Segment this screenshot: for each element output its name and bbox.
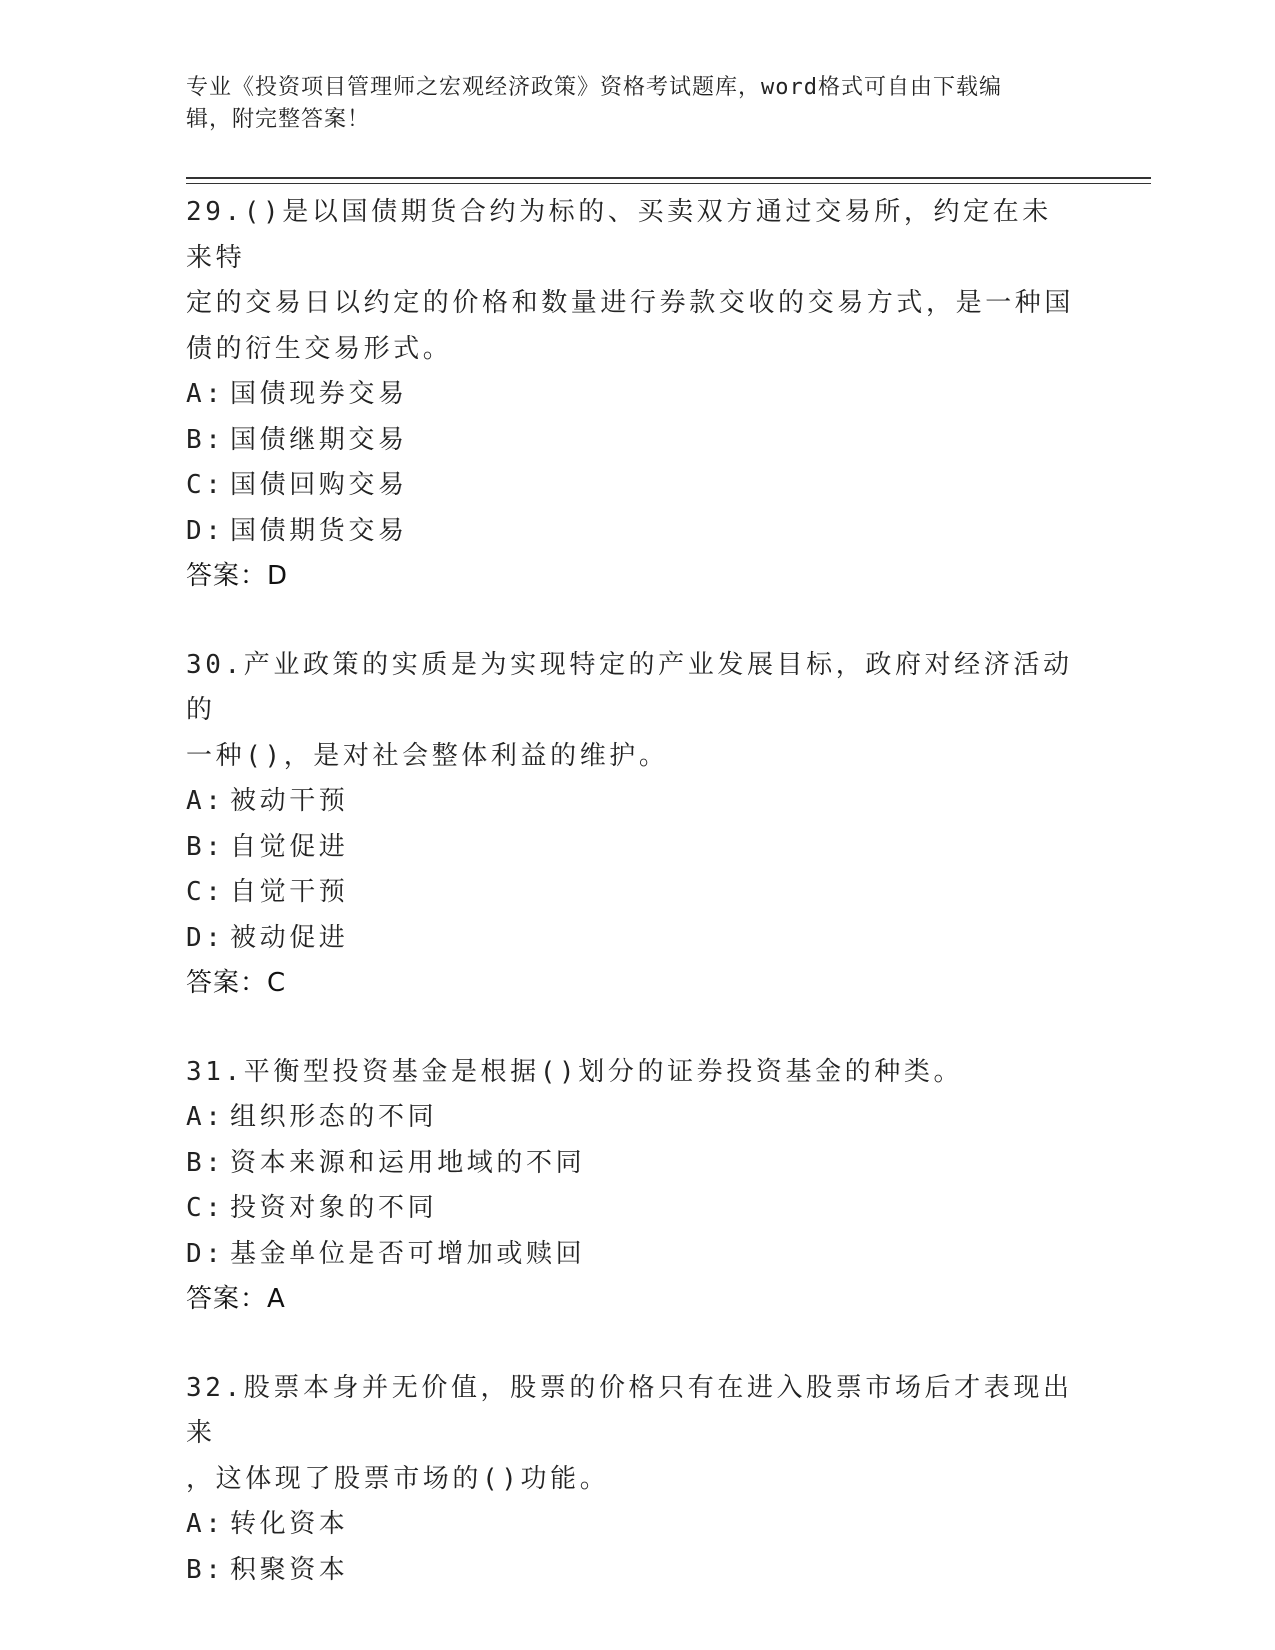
stem-line: 债的衍生交易形式。 — [186, 333, 453, 364]
answer-line: 答案：C — [186, 968, 287, 998]
option-d — [186, 916, 1076, 962]
option-letter: D: — [186, 922, 225, 953]
stem-line: ，这体现了股票市场的()功能。 — [186, 1463, 610, 1494]
answer-line: 答案：A — [186, 1284, 286, 1314]
option-text: 自觉干预 — [230, 877, 349, 907]
option-text: 基金单位是否可增加或赎回 — [230, 1238, 586, 1269]
option-letter: D: — [186, 515, 225, 546]
option-letter: B: — [186, 1147, 225, 1178]
option-letter: A: — [186, 1509, 225, 1539]
question-stem — [186, 1050, 1076, 1096]
question-32 — [186, 1366, 1076, 1594]
option-b — [186, 1548, 1076, 1594]
option-letter: B: — [186, 831, 225, 862]
header-divider-thin — [186, 183, 1151, 184]
option-text: 被动促进 — [230, 922, 349, 953]
option-c — [186, 463, 1076, 509]
option-a — [186, 1502, 1076, 1548]
stem-line: 29.()是以国债期货合约为标的、买卖双方通过交易所，约定在未来特 — [186, 197, 1052, 273]
option-d — [186, 509, 1076, 555]
option-letter: C: — [186, 1193, 225, 1223]
option-text: 国债回购交易 — [230, 470, 408, 500]
option-b — [186, 1141, 1076, 1187]
option-text: 投资对象的不同 — [230, 1193, 438, 1223]
option-letter: D: — [186, 1238, 225, 1269]
option-text: 资本来源和运用地域的不同 — [230, 1147, 586, 1178]
question-29 — [186, 190, 1076, 600]
document-header — [186, 72, 1066, 136]
option-c — [186, 1186, 1076, 1232]
stem-line: 一种()，是对社会整体利益的维护。 — [186, 740, 669, 771]
option-text: 国债继期交易 — [230, 424, 408, 455]
option-letter: A: — [186, 1102, 225, 1132]
stem-line: 30.产业政策的实质是为实现特定的产业发展目标，政府对经济活动的 — [186, 649, 1073, 725]
question-list — [186, 190, 1076, 1636]
option-a — [186, 1095, 1076, 1141]
option-b — [186, 418, 1076, 464]
option-text: 被动干预 — [230, 786, 349, 816]
stem-line: 31.平衡型投资基金是根据()划分的证券投资基金的种类。 — [186, 1056, 964, 1087]
option-text: 积聚资本 — [230, 1554, 349, 1585]
option-b — [186, 825, 1076, 871]
option-text: 组织形态的不同 — [230, 1102, 438, 1132]
question-stem — [186, 190, 1076, 372]
option-text: 转化资本 — [230, 1509, 349, 1539]
stem-line: 定的交易日以约定的价格和数量进行券款交收的交易方式，是一种国 — [186, 288, 1075, 318]
stem-line: 32.股票本身并无价值，股票的价格只有在进入股票市场后才表现出来 — [186, 1372, 1073, 1448]
question-stem — [186, 1366, 1076, 1503]
answer-line: 答案：D — [186, 561, 289, 591]
option-letter: C: — [186, 470, 225, 500]
option-a — [186, 372, 1076, 418]
header-divider-thick — [186, 177, 1151, 179]
option-letter: A: — [186, 379, 225, 409]
option-letter: B: — [186, 1554, 225, 1585]
option-letter: C: — [186, 877, 225, 907]
question-stem — [186, 643, 1076, 780]
header-line-1: 专业《投资项目管理师之宏观经济政策》资格考试题库，word格式可自由下载编 — [186, 75, 1002, 100]
option-a — [186, 779, 1076, 825]
option-d — [186, 1232, 1076, 1278]
option-text: 国债期货交易 — [230, 515, 408, 546]
option-text: 国债现券交易 — [230, 379, 408, 409]
question-30 — [186, 643, 1076, 1007]
option-c — [186, 870, 1076, 916]
option-letter: B: — [186, 424, 225, 455]
option-letter: A: — [186, 786, 225, 816]
question-31 — [186, 1050, 1076, 1323]
option-text: 自觉促进 — [230, 831, 349, 862]
header-line-2: 辑，附完整答案！ — [186, 107, 371, 132]
